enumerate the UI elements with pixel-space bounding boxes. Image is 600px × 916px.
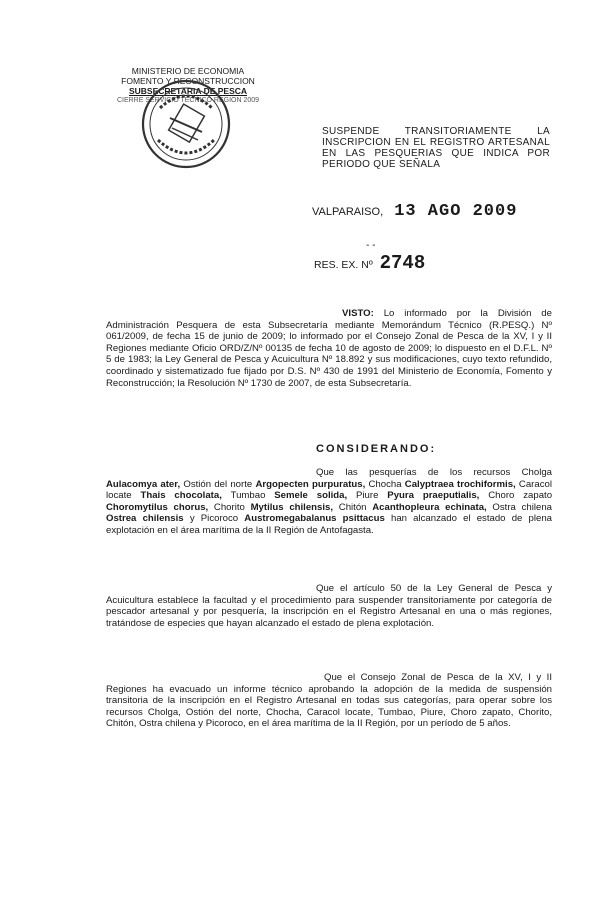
species-name: Calyptraea trochiformis, — [404, 478, 516, 490]
date-stamp: 13 AGO 2009 — [394, 202, 518, 221]
considerando-1 — [106, 467, 552, 537]
species-name: Semele solida, — [274, 490, 348, 502]
c1-text: Chitón — [333, 501, 373, 513]
c1-text: Choro zapato — [479, 490, 553, 502]
c1-text: Que las pesquerías de los recursos Cholga — [316, 467, 552, 478]
species-name: Austromegabalanus psittacus — [244, 513, 385, 525]
c1-text: Ostra chilena — [486, 501, 552, 513]
place-date — [312, 202, 517, 221]
visto-label: VISTO: — [342, 308, 374, 319]
c1-text: y Picoroco — [183, 513, 245, 525]
c1-text: Caracol locate — [106, 478, 552, 502]
c1-text: Piure — [347, 490, 388, 502]
letterhead-ministry-sub: FOMENTO Y RECONSTRUCCION — [121, 76, 255, 86]
c3-text: Que el Consejo Zonal de Pesca de la XV, I y II Regiones ha evacuado un informe técnico aprobando la adopción de la medida de suspensión transitoria de la inscripción en el Registro Artesanal en todas sus categorías, para operar sobre los recursos Cholga, Ostión del norte, Chocha, Caracol locate, Tumbao, Piure, Choro zapato, Chorito, Chitón, Ostra chilena y Picoroco, en el área marítima de la II Región, por un período de 5 años. — [106, 672, 552, 730]
species-name: Mytilus chilensis, — [250, 501, 334, 513]
considerando-heading: CONSIDERANDO: — [316, 443, 437, 455]
c2-text: Que el artículo 50 de la Ley General de Pesca y Acuicultura establece la facultad y el procedimiento para suspender transitoriamente por categoría de pescador artesanal y por pesquería, la inscripción en el Registro Artesanal en una o más regiones, tratándose de especies que hayan alcanzado el estado de plena explotación. — [106, 583, 552, 629]
c1-text: Chorito — [208, 501, 251, 513]
c1-text: Ostión del norte — [180, 478, 256, 490]
species-name: Aulacomya ater, — [106, 478, 181, 490]
resolution-dash: - - — [366, 240, 376, 251]
c1-text: Chocha — [365, 478, 405, 490]
species-name: Choromytilus chorus, — [106, 501, 209, 513]
c1-text: Tumbao — [221, 490, 275, 502]
c1-text: han alcanzado el estado de plena explotación en el área marítima de la II Región de Antofagasta. — [106, 513, 553, 536]
round-ink-stamp-icon — [140, 78, 232, 170]
species-name: Acanthopleura echinata, — [372, 501, 487, 513]
visto-text: Lo informado por la División de Administración Pesquera de esta Subsecretaría mediante Memorándum Técnico (R.PESQ.) Nº 061/2009, de fecha 15 de junio de 2009; lo informado por el Consejo Zonal de Pesca de la XV, I y II Regiones mediante Oficio ORD/Z/Nº 00135 de fecha 10 de agosto de 2009; lo dispuesto en el D.F.L. Nº 5 de 1983; la Ley General de Pesca y Acuicultura Nº 18.892 y sus modificaciones, cuyo texto refundido, coordinado y sistematizado fue fijado por D.S. Nº 430 de 1991 del Ministerio de Economía, Fomento y Reconstrucción; la Resolución Nº 1730 de 2007, de esta Subsecretaría. — [106, 308, 552, 389]
resolution-number-line — [314, 252, 425, 274]
considerando-3 — [106, 672, 552, 730]
considerando-2 — [106, 583, 552, 629]
species-name: Thais chocolata, — [140, 490, 222, 502]
species-name: Pyura praeputialis, — [387, 490, 480, 502]
place: VALPARAISO, — [312, 206, 384, 218]
letterhead-ministry: MINISTERIO DE ECONOMIA — [131, 66, 245, 76]
resolution-label: RES. EX. Nº — [314, 259, 373, 271]
visto-paragraph — [106, 308, 552, 389]
document-subject: SUSPENDE TRANSITORIAMENTE LA INSCRIPCION EN EL REGISTRO ARTESANAL EN LAS PESQUERIAS QUE INDICA POR PERIODO QUE SEÑALA — [322, 126, 550, 170]
resolution-number: 2748 — [379, 252, 426, 274]
species-name: Argopecten purpuratus, — [255, 478, 366, 490]
species-name: Ostrea chilensis — [106, 513, 184, 525]
letterhead-footnote: CIERRE SERVICIO TECNICO REGION 2009 — [116, 97, 260, 104]
letterhead-subsecretary: SUBSECRETARIA DE PESCA — [128, 86, 248, 96]
